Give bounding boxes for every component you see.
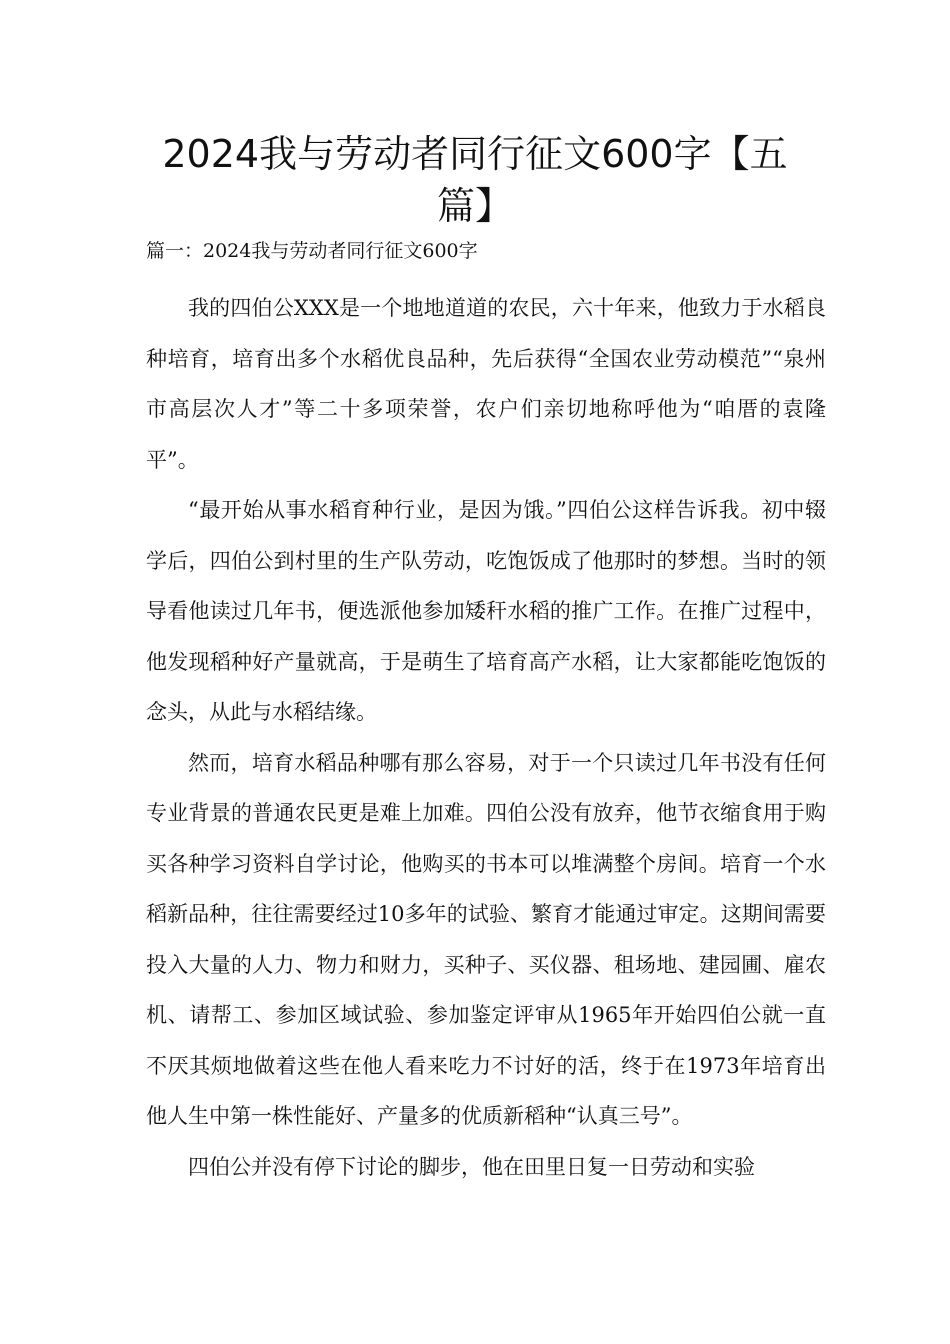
paragraph-4: 四伯公并没有停下讨论的脚步，他在田里日复一日劳动和实验	[188, 1154, 755, 1179]
paragraph-2: “最开始从事水稻育种行业，是因为饿。”四伯公这样告诉我。初中辍学后，四伯公到村里的生产队劳动，吃饱饭成了他那时的梦想。当时的领导看他读过几年书，便选派他参加矮秆水稻的推广工作。在推广过程中，他发现稻种好产量就高，于是萌生了培育高产水稻，让大家都能吃饱饭的念头，从此与水稻结缘。	[146, 498, 826, 724]
title-line-1: 2024我与劳动者同行征文600字【五	[162, 132, 788, 176]
article-body	[146, 283, 826, 1192]
title-line-2: 篇】	[436, 184, 513, 228]
document-title	[120, 128, 830, 232]
paragraph-3: 然而，培育水稻品种哪有那么容易，对于一个只读过几年书没有任何专业背景的普通农民更是难上加难。四伯公没有放弃，他节衣缩食用于购买各种学习资料自学讨论，他购买的书本可以堆满整个房间。培育一个水稻新品种，往往需要经过10多年的试验、繁育才能通过审定。这期间需要投入大量的人力、物力和财力，买种子、买仪器、租场地、建园圃、雇农机、请帮工、参加区域试验、参加鉴定评审从1965年开始四伯公就一直不厌其烦地做着这些在他人看来吃力不讨好的活，终于在1973年培育出他人生中第一株性能好、产量多的优质新稻种“认真三号”。	[146, 750, 826, 1128]
section-heading: 篇一：2024我与劳动者同行征文600字	[146, 240, 478, 262]
paragraph-1: 我的四伯公XXX是一个地地道道的农民，六十年来，他致力于水稻良种培育，培育出多个水稻优良品种，先后获得“全国农业劳动模范”“泉州市高层次人才”等二十多项荣誉，农户们亲切地称呼他为“咱厝的袁隆平”。	[146, 296, 826, 472]
